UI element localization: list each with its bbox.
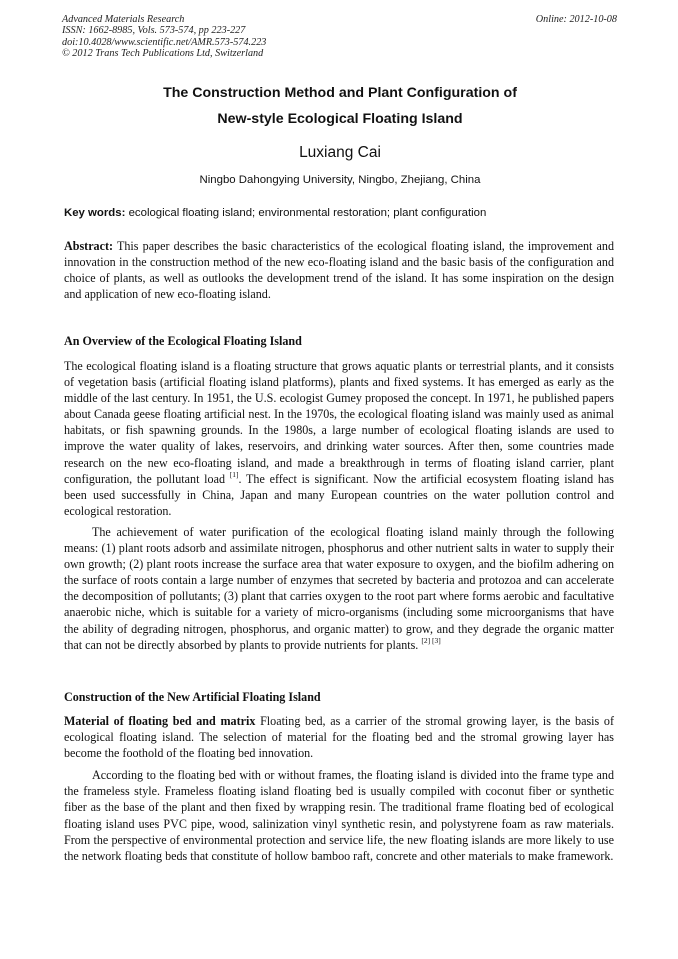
overview-paragraph-1 xyxy=(64,358,614,519)
copyright-line: © 2012 Trans Tech Publications Ltd, Switzerland xyxy=(62,48,264,60)
citation-1: [1] xyxy=(229,469,239,479)
construction-p1-text: Floating bed, as a carrier of the stromal growing layer, is the basis of ecological floating island. The selection of material for the floating bed and the stromal growing layer has become the foothold of the floating bed innovation. xyxy=(64,714,614,761)
overview-p1-text-a: The ecological floating island is a floating structure that grows aquatic plants or terrestrial plants, and it consists of vegetation basis (artificial floating island platforms), plants and fixed systems. It has emerged as early as the middle of the last century. In 1951, the U.S. ecologist Gumey proposed the concept. In 1971, he published papers about Canada geese floating artificial nest. In the 1970s, the ecological floating island was mainly used as animal habitats, or fish spawning grounds. In the 1980s, a large number of ecological floating islands are used to improve the water quality of lakes, reservoirs, and drinking water sources. After then, some countries made research on the new eco-floating island, and made a breakthrough in terms of floating island carrier, plant configuration, the pollutant load xyxy=(64,359,614,486)
keywords-label: Key words: xyxy=(64,207,126,219)
keywords xyxy=(64,207,616,219)
paper-title xyxy=(60,80,620,132)
abstract xyxy=(64,238,614,302)
issn-line: ISSN: 1662-8985, Vols. 573-574, pp 223-227 xyxy=(62,25,246,37)
overview-p1-text-b: . The effect is significant. Now the artificial ecosystem floating island has been used successfully in China, Japan and many European countries on the water pollution control and ecological restoration. xyxy=(64,471,614,518)
author-name: Luxiang Cai xyxy=(299,144,381,161)
journal-header xyxy=(62,14,617,60)
online-date: Online: 2012-10-08 xyxy=(535,14,617,25)
citation-2-3: [2] [3] xyxy=(421,635,441,645)
abstract-text: This paper describes the basic characteristics of the ecological floating island, the improvement and innovation in the construction method of the new eco-floating island and the basic basis of the configuration and choice of plants, as well as outlooks the development trend of the island. It has some inspiration on the design and application of new eco-floating island. xyxy=(64,239,615,302)
section-overview-body xyxy=(64,358,614,653)
abstract-label: Abstract: xyxy=(64,239,114,253)
construction-paragraph-1 xyxy=(64,713,614,761)
section-heading-overview: An Overview of the Ecological Floating Island xyxy=(64,334,302,348)
subsection-label-material: Material of floating bed and matrix xyxy=(64,714,256,728)
section-construction-body xyxy=(64,713,614,864)
author-affiliation: Ningbo Dahongying University, Ningbo, Zhejiang, China xyxy=(199,174,481,186)
construction-paragraph-2: According to the floating bed with or without frames, the floating island is divided into the frame type and the frameless style. Frameless floating island floating bed is usually compiled with coconut fiber or synthetic fiber as the base of the plant and then fixed by wrapping resin. The traditional frame floating bed of ecological floating island uses PVC pipe, wood, salinization vinyl synthetic resin, and polystyrene foam as raw materials. From the perspective of environmental protection and service life, the new floating islands are more likely to use the network floating beds that constitute of hollow bamboo raft, concrete and other materials to make framework. xyxy=(64,768,614,863)
overview-paragraph-2 xyxy=(64,524,614,653)
doi-line: doi:10.4028/www.scientific.net/AMR.573-574.223 xyxy=(62,36,267,48)
overview-p2-text: The achievement of water purification of the ecological floating island mainly through the following means: (1) plant roots adsorb and assimilate nitrogen, phosphorus and other nutrient salts in water to supply their own growth; (2) plant roots increase the surface area that water exposure to oxygen, and the biofilm adhering on the surface of roots contain a large number of enzymes that secreted by bacteria and protozoa and can accelerate the decomposition of pollutants; (3) plant that carries oxygen to the root part where forms aerobic and facultative anaerobic niche, which is suitable for a variety of micro-organisms (including some microorganisms that have the ability of degrading nitrogen, phosphorus, and organic matter) to grow, and they degrade the organic matter that can not be directly absorbed by plants to provide nutrients for plants. xyxy=(64,524,614,652)
section-heading-construction: Construction of the New Artificial Floating Island xyxy=(64,690,321,704)
title-line-1: The Construction Method and Plant Configuration of xyxy=(163,85,517,101)
title-line-2: New-style Ecological Floating Island xyxy=(217,111,463,127)
journal-name: Advanced Materials Research xyxy=(62,14,185,25)
keywords-text: ecological floating island; environmental restoration; plant configuration xyxy=(128,207,487,219)
